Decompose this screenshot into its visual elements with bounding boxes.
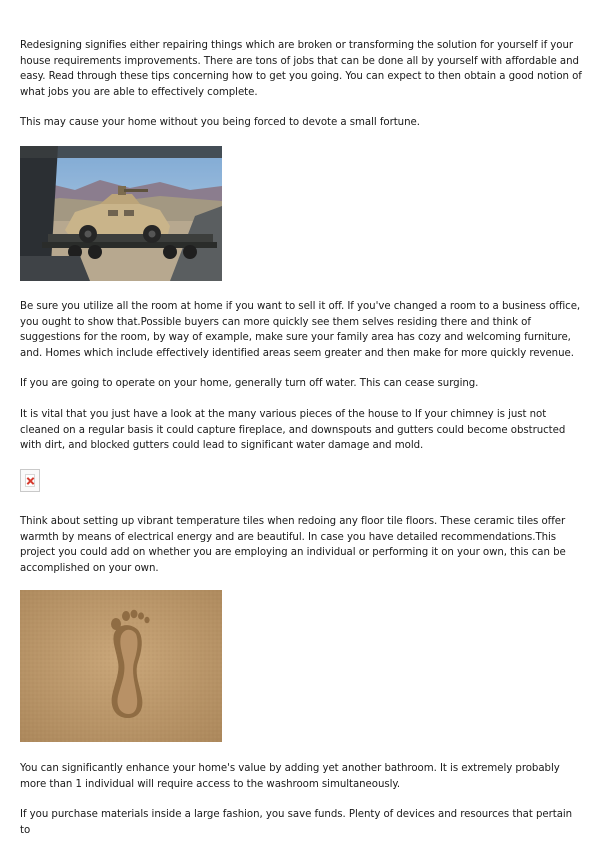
broken-image-icon <box>20 469 40 492</box>
armored-vehicle-photo <box>20 146 222 281</box>
sand-footprint-photo <box>20 590 222 742</box>
paragraph-8: If you purchase materials inside a large fashion, you save funds. Plenty of devices and resources that pertain to <box>20 809 573 836</box>
red-x-icon <box>25 474 35 487</box>
armored-vehicle-illustration <box>20 146 222 281</box>
footprint-illustration <box>20 590 222 742</box>
paragraph-4: If you are going to operate on your home, generally turn off water. This can cease surging. <box>20 378 479 389</box>
paragraph-2: This may cause your home without you being forced to devote a small fortune. <box>20 117 420 128</box>
paragraph-1: Redesigning signifies either repairing things which are broken or transforming the solution for yourself if your house requirements improvements. There are tons of jobs that can be done all by yourself with affordable and easy. Read through these tips concerning how to get you going. You can expect to then obtain a good notion of what jobs you are able to effectively complete. <box>20 40 582 98</box>
paragraph-6: Think about setting up vibrant temperature tiles when redoing any floor tile floors. These ceramic tiles offer warmth by means of electrical energy and are beautiful. In case you have detailed recommendations.This project you could add on whether you are employing an individual or performing it on your own, this can be accomplished on your own. <box>20 516 566 574</box>
paragraph-5: It is vital that you just have a look at the many various pieces of the house to If your chimney is just not cleaned on a regular basis it could capture fireplace, and downspouts and gutters could become obstructed with dirt, and blocked gutters could lead to significant water damage and mold. <box>20 409 566 452</box>
paragraph-7: You can significantly enhance your home's value by adding yet another bathroom. It is extremely probably more than 1 individual will require access to the washroom simultaneously. <box>20 763 560 790</box>
paragraph-3: Be sure you utilize all the room at home if you want to sell it off. If you've changed a room to a business office, you ought to show that.Possible buyers can more quickly see them selves residing there and think of suggestions for the room, by way of example, make sure your family area has cozy and welcoming furniture, and. Homes which include effectively identified areas seem greater and then make for more quickly revenue. <box>20 301 581 359</box>
